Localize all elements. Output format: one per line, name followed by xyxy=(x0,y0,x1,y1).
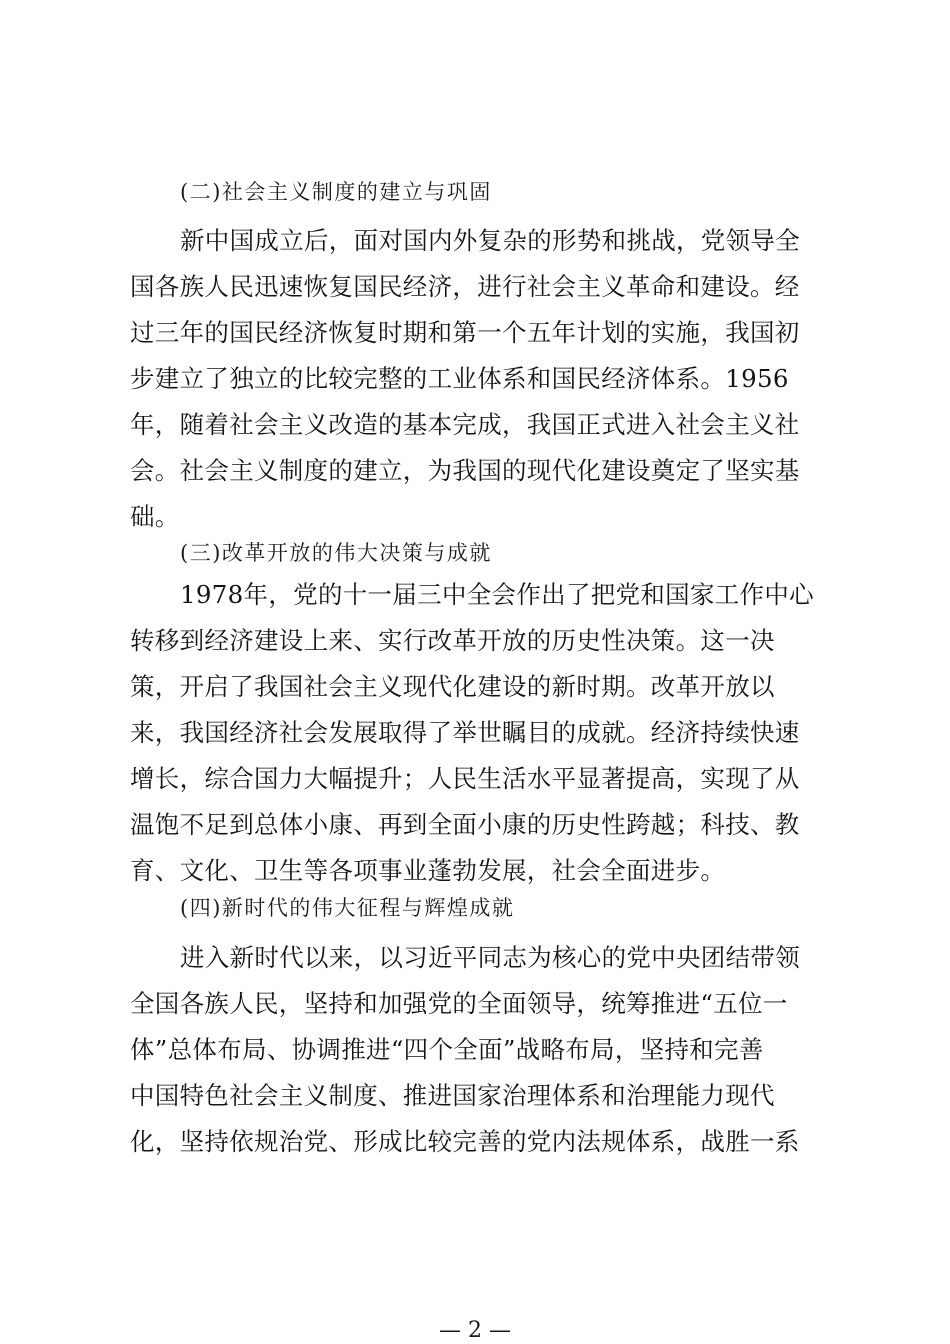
paragraph-line: 年，随着社会主义改造的基本完成，我国正式进入社会主义社 xyxy=(130,410,800,439)
paragraph-line: 中国特色社会主义制度、推进国家治理体系和治理能力现代 xyxy=(130,1081,775,1110)
paragraph-line: 转移到经济建设上来、实行改革开放的历史性决策。这一决 xyxy=(130,626,775,655)
paragraph-line: 础。 xyxy=(130,502,180,531)
paragraph-line: 育、文化、卫生等各项事业蓬勃发展，社会全面进步。 xyxy=(130,856,726,885)
paragraph-line: 增长，综合国力大幅提升；人民生活水平显著提高，实现了从 xyxy=(130,764,800,793)
section-heading: (四)新时代的伟大征程与辉煌成就 xyxy=(180,896,515,920)
paragraph-line: 体”总体布局、协调推进“四个全面”战略布局，坚持和完善 xyxy=(130,1035,764,1064)
section-heading: (三)改革开放的伟大决策与成就 xyxy=(180,541,492,565)
paragraph-line: 全国各族人民，坚持和加强党的全面领导，统筹推进“五位一 xyxy=(130,989,788,1018)
paragraph-line: 步建立了独立的比较完整的工业体系和国民经济体系。1956 xyxy=(130,364,789,393)
paragraph-line: 进入新时代以来，以习近平同志为核心的党中央团结带领 xyxy=(180,943,800,972)
paragraph-line: 1978年，党的十一届三中全会作出了把党和国家工作中心 xyxy=(180,580,814,609)
paragraph-line: 策，开启了我国社会主义现代化建设的新时期。改革开放以 xyxy=(130,672,775,701)
paragraph-line: 新中国成立后，面对国内外复杂的形势和挑战，党领导全 xyxy=(180,226,800,255)
paragraph-line: 温饱不足到总体小康、再到全面小康的历史性跨越；科技、教 xyxy=(130,810,800,839)
paragraph-line: 国各族人民迅速恢复国民经济，进行社会主义革命和建设。经 xyxy=(130,272,800,301)
paragraph-line: 会。社会主义制度的建立，为我国的现代化建设奠定了坚实基 xyxy=(130,456,800,485)
paragraph-line: 来，我国经济社会发展取得了举世瞩目的成就。经济持续快速 xyxy=(130,718,800,747)
paragraph-line: 化，坚持依规治党、形成比较完善的党内法规体系，战胜一系 xyxy=(130,1127,800,1156)
paragraph-line: 过三年的国民经济恢复时期和第一个五年计划的实施，我国初 xyxy=(130,318,800,347)
page-number: — 2 — xyxy=(439,1318,511,1343)
section-heading: (二)社会主义制度的建立与巩固 xyxy=(180,180,492,204)
